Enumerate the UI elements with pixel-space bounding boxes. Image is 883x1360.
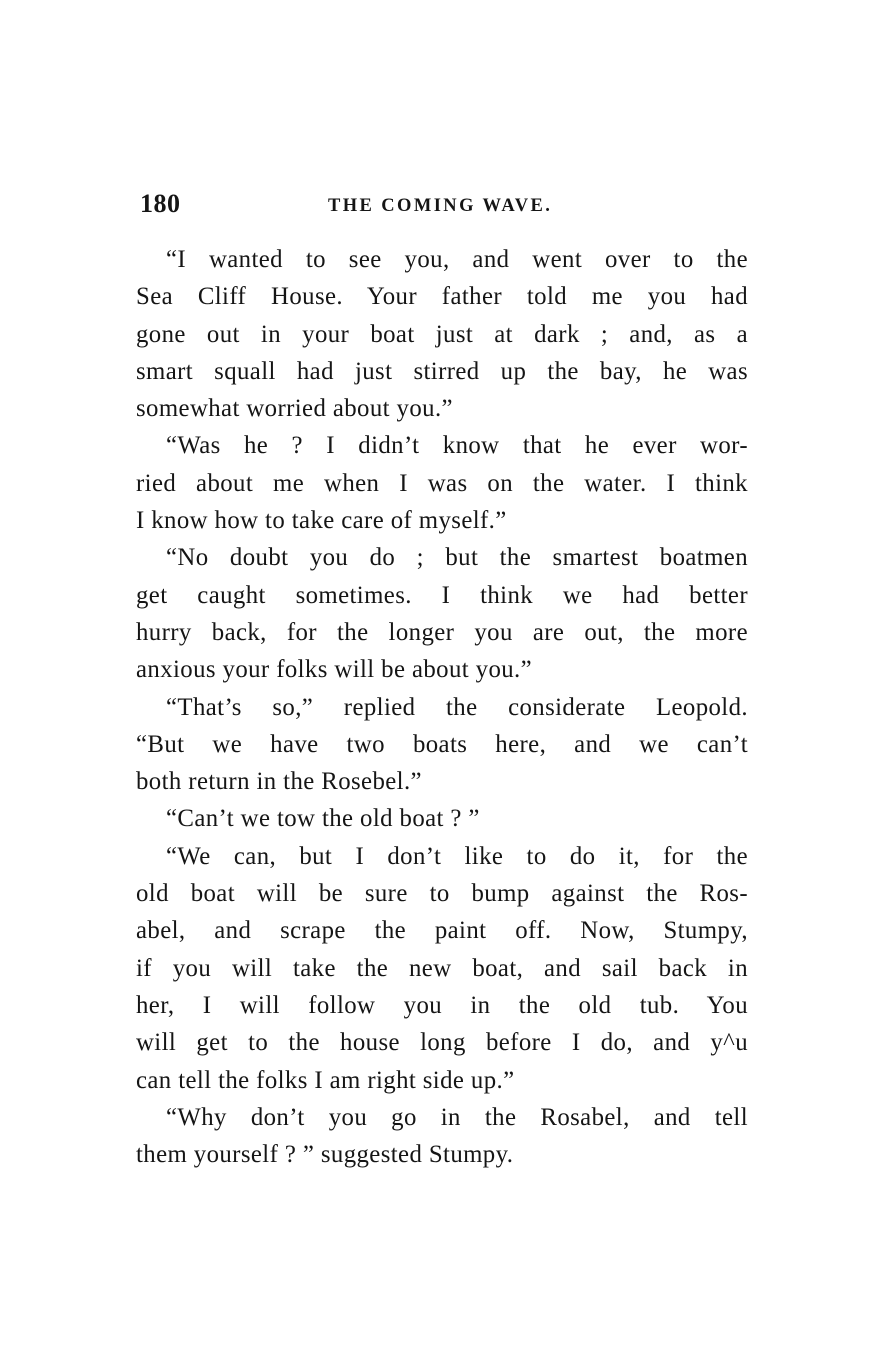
text-line: them yourself ? ” suggested Stumpy.: [136, 1141, 514, 1169]
text-line: anxious your folks will be about you.”: [136, 656, 533, 684]
text-line: will get to the house long before I do, and y^u: [136, 1029, 748, 1057]
text-line: Sea Cliff House. Your father told me you had: [136, 283, 748, 311]
paragraph: [136, 427, 748, 539]
text-body: [136, 241, 748, 1173]
text-line: hurry back, for the longer you are out, the more: [136, 618, 748, 646]
paragraph: [136, 1099, 748, 1174]
paragraph: [136, 241, 748, 427]
text-line: I know how to take care of myself.”: [136, 507, 507, 535]
text-line: old boat will be sure to bump against the Ros-: [136, 880, 748, 908]
text-line: gone out in your boat just at dark ; and, as a: [136, 320, 748, 348]
text-line: somewhat worried about you.”: [136, 395, 453, 423]
running-title: THE COMING WAVE.: [328, 196, 553, 216]
page-number: 180: [140, 189, 181, 218]
text-line: both return in the Rosebel.”: [136, 768, 422, 796]
text-line: “We can, but I don’t like to do it, for the: [166, 842, 748, 870]
text-line: can tell the folks I am right side up.”: [136, 1066, 515, 1094]
text-line: if you will take the new boat, and sail back in: [136, 954, 748, 982]
text-line: ried about me when I was on the water. I think: [136, 469, 748, 497]
text-line: “Why don’t you go in the Rosabel, and tell: [166, 1103, 748, 1131]
text-line: smart squall had just stirred up the bay, he was: [136, 357, 748, 385]
running-head: [140, 186, 748, 226]
paragraph: [136, 689, 748, 801]
text-line: get caught sometimes. I think we had better: [136, 581, 748, 609]
text-line: her, I will follow you in the old tub. You: [136, 991, 748, 1019]
text-line: abel, and scrape the paint off. Now, Stumpy,: [136, 917, 748, 945]
text-line: “Was he ? I didn’t know that he ever wor-: [166, 432, 748, 460]
text-line: “But we have two boats here, and we can’t: [136, 730, 748, 758]
text-line: “I wanted to see you, and went over to the: [166, 246, 748, 273]
paragraph: [136, 539, 748, 688]
paragraph: [136, 800, 748, 837]
paragraph: [136, 838, 748, 1099]
text-line: “No doubt you do ; but the smartest boatmen: [166, 544, 748, 572]
text-line: “That’s so,” replied the considerate Leopold.: [166, 693, 748, 721]
text-line: “Can’t we tow the old boat ? ”: [166, 805, 480, 833]
